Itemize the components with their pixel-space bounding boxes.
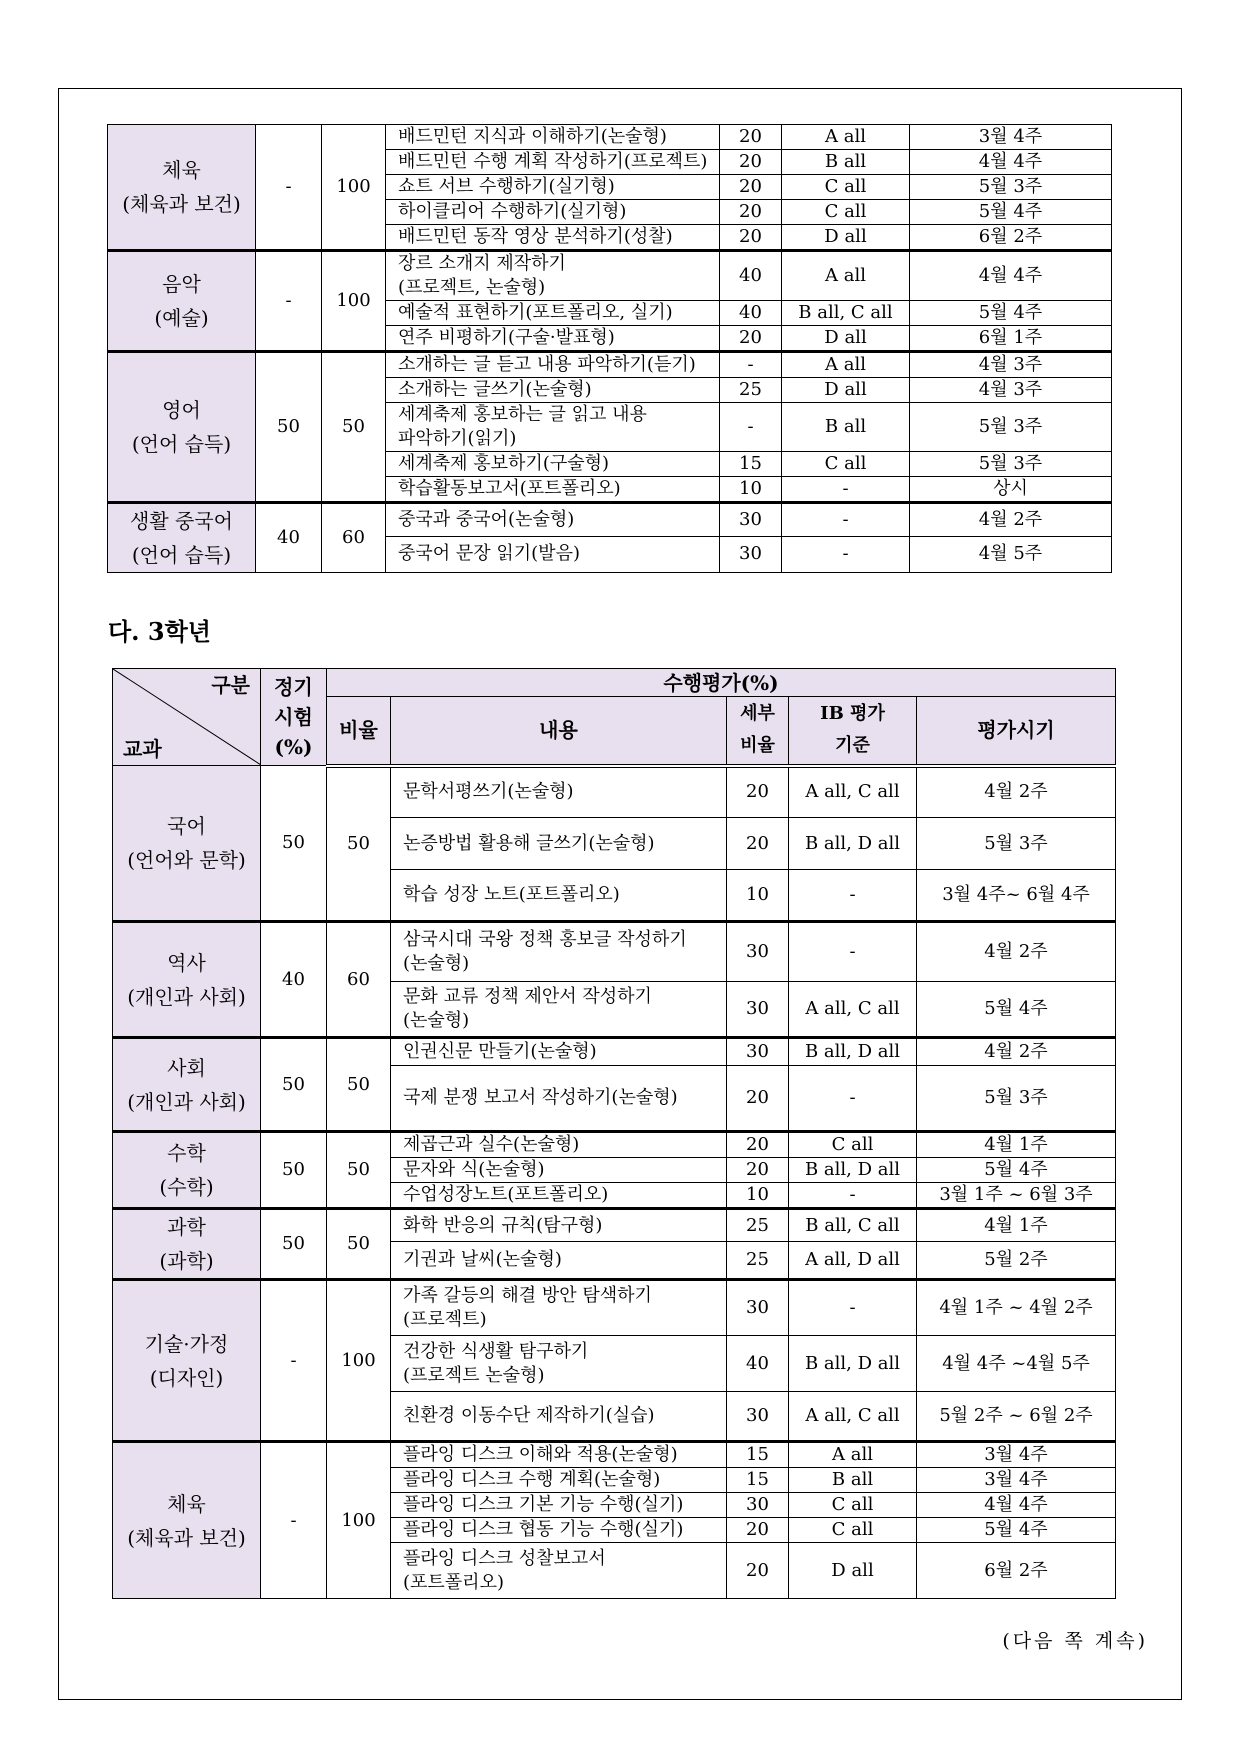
detail-ratio-cell: 20 [720, 200, 782, 225]
performance-ratio-cell: 100 [322, 125, 386, 251]
table-row [113, 1132, 1116, 1158]
ib-criteria-cell: - [789, 922, 917, 982]
content-cell: 플라잉 디스크 협동 기능 수행(실기) [391, 1518, 727, 1543]
header-category-label: 구분 [211, 673, 250, 697]
exam-ratio-cell: 50 [256, 352, 322, 503]
ib-criteria-cell: B all [782, 150, 910, 175]
assessment-table-grade3 [112, 668, 1116, 1599]
timing-cell: 3월 4주~ 6월 4주 [917, 870, 1116, 922]
content-cell: 쇼트 서브 수행하기(실기형) [386, 175, 720, 200]
exam-ratio-cell: 50 [261, 1038, 327, 1132]
content-cell: 건강한 식생활 탐구하기 (프로젝트 논술형) [391, 1336, 727, 1392]
performance-ratio-cell: 100 [327, 1280, 391, 1442]
timing-cell: 4월 3주 [910, 352, 1112, 378]
content-cell: 수업성장노트(포트폴리오) [391, 1183, 727, 1209]
ib-criteria-cell: A all, D all [789, 1242, 917, 1280]
timing-cell: 6월 1주 [910, 326, 1112, 352]
detail-ratio-cell: 25 [727, 1209, 789, 1242]
timing-cell: 3월 4주 [917, 1468, 1116, 1493]
content-cell: 세계축제 홍보하기(구술형) [386, 452, 720, 477]
content-cell: 문학서평쓰기(논술형) [391, 766, 727, 818]
ib-criteria-cell: A all [782, 251, 910, 301]
content-cell: 소개하는 글쓰기(논술형) [386, 378, 720, 403]
timing-cell: 5월 4주 [917, 1518, 1116, 1543]
subject-cell: 과학 (과학) [113, 1209, 261, 1280]
table-row [113, 1280, 1116, 1336]
ib-criteria-cell: - [789, 1066, 917, 1132]
timing-cell: 3월 1주 ~ 6월 3주 [917, 1183, 1116, 1209]
subject-cell: 음악 (예술) [108, 251, 256, 352]
ib-criteria-cell: C all [789, 1518, 917, 1543]
detail-ratio-cell: 20 [727, 1066, 789, 1132]
content-cell: 삼국시대 국왕 정책 홍보글 작성하기 (논술형) [391, 922, 727, 982]
header-corner-cell [113, 669, 261, 766]
timing-cell: 4월 2주 [910, 503, 1112, 537]
header-subject-label: 교과 [123, 737, 162, 761]
timing-cell: 5월 3주 [917, 1066, 1116, 1132]
continued-note: (다음 쪽 계속) [1002, 1630, 1148, 1652]
content-cell: 인권신문 만들기(논술형) [391, 1038, 727, 1066]
detail-ratio-cell: 20 [727, 1518, 789, 1543]
timing-cell: 4월 5주 [910, 536, 1112, 572]
exam-ratio-cell: - [256, 125, 322, 251]
detail-ratio-cell: 30 [720, 536, 782, 572]
detail-ratio-cell: - [720, 352, 782, 378]
performance-ratio-cell: 60 [322, 503, 386, 573]
detail-ratio-cell: 20 [727, 1158, 789, 1183]
detail-ratio-cell: 40 [720, 251, 782, 301]
table-row [108, 125, 1112, 150]
exam-ratio-cell: 40 [256, 503, 322, 573]
timing-cell: 6월 2주 [917, 1543, 1116, 1599]
content-cell: 기권과 날씨(논술형) [391, 1242, 727, 1280]
timing-cell: 4월 4주 [910, 251, 1112, 301]
detail-ratio-cell: 20 [720, 175, 782, 200]
exam-ratio-cell: 50 [261, 766, 327, 922]
content-cell: 중국어 문장 읽기(발음) [386, 536, 720, 572]
content-cell: 하이클리어 수행하기(실기형) [386, 200, 720, 225]
ib-criteria-cell: B all [789, 1468, 917, 1493]
timing-cell: 5월 2주 ~ 6월 2주 [917, 1392, 1116, 1442]
ib-criteria-cell: A all [789, 1442, 917, 1468]
detail-ratio-cell: 30 [727, 1493, 789, 1518]
content-cell: 친환경 이동수단 제작하기(실습) [391, 1392, 727, 1442]
detail-ratio-cell: 15 [720, 452, 782, 477]
content-cell: 화학 반응의 규칙(탐구형) [391, 1209, 727, 1242]
content-cell: 플라잉 디스크 이해와 적용(논술형) [391, 1442, 727, 1468]
ib-criteria-cell: - [782, 503, 910, 537]
timing-cell: 3월 4주 [917, 1442, 1116, 1468]
timing-cell: 5월 3주 [917, 818, 1116, 870]
header-performance: 수행평가(%) [327, 669, 1116, 697]
performance-ratio-cell: 50 [327, 1038, 391, 1132]
ib-criteria-cell: D all [782, 225, 910, 251]
subject-cell: 생활 중국어 (언어 습득) [108, 503, 256, 573]
ib-criteria-cell: C all [789, 1493, 917, 1518]
ib-criteria-cell: D all [782, 378, 910, 403]
content-cell: 중국과 중국어(논술형) [386, 503, 720, 537]
header-ratio: 비율 [327, 697, 391, 766]
header-exam [261, 669, 327, 766]
detail-ratio-cell: 30 [727, 1280, 789, 1336]
timing-cell: 4월 1주 ~ 4월 2주 [917, 1280, 1116, 1336]
ib-criteria-cell: - [789, 870, 917, 922]
exam-ratio-cell: 40 [261, 922, 327, 1038]
ib-criteria-cell: A all, C all [789, 982, 917, 1038]
subject-cell: 국어 (언어와 문학) [113, 766, 261, 922]
timing-cell: 5월 4주 [917, 1158, 1116, 1183]
ib-criteria-cell: - [789, 1280, 917, 1336]
timing-cell: 5월 2주 [917, 1242, 1116, 1280]
performance-ratio-cell: 100 [322, 251, 386, 352]
ib-criteria-cell: B all [782, 403, 910, 452]
content-cell: 문자와 식(논술형) [391, 1158, 727, 1183]
detail-ratio-cell: 25 [727, 1242, 789, 1280]
ib-criteria-cell: B all, D all [789, 1038, 917, 1066]
exam-ratio-cell: - [261, 1280, 327, 1442]
timing-cell: 5월 3주 [910, 452, 1112, 477]
timing-cell: 4월 3주 [910, 378, 1112, 403]
content-cell: 배드민턴 동작 영상 분석하기(성찰) [386, 225, 720, 251]
header-ib-label: IB 평가 기준 [820, 703, 885, 757]
table-row [113, 766, 1116, 818]
ib-criteria-cell: A all [782, 352, 910, 378]
timing-cell: 3월 4주 [910, 125, 1112, 150]
content-cell: 가족 갈등의 해결 방안 탐색하기 (프로젝트) [391, 1280, 727, 1336]
content-cell: 학습 성장 노트(포트폴리오) [391, 870, 727, 922]
header-ib [789, 697, 917, 766]
subject-cell: 사회 (개인과 사회) [113, 1038, 261, 1132]
content-cell: 플라잉 디스크 성찰보고서 (포트폴리오) [391, 1543, 727, 1599]
subject-cell: 체육 (체육과 보건) [108, 125, 256, 251]
exam-ratio-cell: - [261, 1442, 327, 1599]
table-row [113, 1209, 1116, 1242]
performance-ratio-cell: 50 [327, 766, 391, 922]
exam-ratio-cell: - [256, 251, 322, 352]
detail-ratio-cell: 10 [720, 477, 782, 503]
header-timing: 평가시기 [917, 697, 1116, 766]
detail-ratio-cell: 15 [727, 1468, 789, 1493]
performance-ratio-cell: 50 [327, 1132, 391, 1209]
content-cell: 세계축제 홍보하는 글 읽고 내용 파악하기(읽기) [386, 403, 720, 452]
ib-criteria-cell: A all [782, 125, 910, 150]
content-cell: 플라잉 디스크 수행 계획(논술형) [391, 1468, 727, 1493]
content-cell: 소개하는 글 듣고 내용 파악하기(듣기) [386, 352, 720, 378]
ib-criteria-cell: C all [782, 452, 910, 477]
subject-cell: 영어 (언어 습득) [108, 352, 256, 503]
header-detail-label: 세부 비율 [740, 703, 775, 757]
detail-ratio-cell: 20 [720, 125, 782, 150]
detail-ratio-cell: 20 [720, 326, 782, 352]
detail-ratio-cell: 20 [720, 150, 782, 175]
ib-criteria-cell: B all, C all [789, 1209, 917, 1242]
timing-cell: 4월 2주 [917, 766, 1116, 818]
detail-ratio-cell: 20 [727, 1132, 789, 1158]
detail-ratio-cell: 25 [720, 378, 782, 403]
detail-ratio-cell: 30 [727, 1038, 789, 1066]
timing-cell: 4월 1주 [917, 1132, 1116, 1158]
detail-ratio-cell: 20 [727, 766, 789, 818]
header-content: 내용 [391, 697, 727, 766]
ib-criteria-cell: D all [782, 326, 910, 352]
content-cell: 문화 교류 정책 제안서 작성하기 (논술형) [391, 982, 727, 1038]
content-cell: 장르 소개지 제작하기 (프로젝트, 논술형) [386, 251, 720, 301]
section-heading: 다. 3학년 [108, 617, 211, 646]
timing-cell: 5월 4주 [910, 200, 1112, 225]
table-row [113, 1442, 1116, 1468]
detail-ratio-cell: 15 [727, 1442, 789, 1468]
performance-ratio-cell: 60 [327, 922, 391, 1038]
timing-cell: 4월 2주 [917, 922, 1116, 982]
content-cell: 제곱근과 실수(논술형) [391, 1132, 727, 1158]
detail-ratio-cell: 40 [720, 301, 782, 326]
header-detail-ratio [727, 697, 789, 766]
detail-ratio-cell: 20 [727, 818, 789, 870]
detail-ratio-cell: 20 [727, 1543, 789, 1599]
content-cell: 논증방법 활용해 글쓰기(논술형) [391, 818, 727, 870]
timing-cell: 5월 3주 [910, 175, 1112, 200]
subject-cell: 체육 (체육과 보건) [113, 1442, 261, 1599]
detail-ratio-cell: 30 [727, 1392, 789, 1442]
detail-ratio-cell: 10 [727, 870, 789, 922]
subject-cell: 기술·가정 (디자인) [113, 1280, 261, 1442]
content-cell: 국제 분쟁 보고서 작성하기(논술형) [391, 1066, 727, 1132]
table-row [113, 922, 1116, 982]
table-row [108, 352, 1112, 378]
content-cell: 플라잉 디스크 기본 기능 수행(실기) [391, 1493, 727, 1518]
ib-criteria-cell: A all, C all [789, 766, 917, 818]
timing-cell: 5월 4주 [910, 301, 1112, 326]
detail-ratio-cell: 30 [727, 982, 789, 1038]
detail-ratio-cell: 30 [720, 503, 782, 537]
content-cell: 배드민턴 지식과 이해하기(논술형) [386, 125, 720, 150]
timing-cell: 4월 4주 [917, 1493, 1116, 1518]
ib-criteria-cell: C all [789, 1132, 917, 1158]
ib-criteria-cell: B all, D all [789, 818, 917, 870]
ib-criteria-cell: C all [782, 175, 910, 200]
ib-criteria-cell: A all, C all [789, 1392, 917, 1442]
detail-ratio-cell: 20 [720, 225, 782, 251]
detail-ratio-cell: - [720, 403, 782, 452]
assessment-table-continued [107, 124, 1112, 573]
timing-cell: 4월 4주 [910, 150, 1112, 175]
timing-cell: 5월 4주 [917, 982, 1116, 1038]
timing-cell: 4월 4주 ~4월 5주 [917, 1336, 1116, 1392]
ib-criteria-cell: B all, D all [789, 1336, 917, 1392]
header-exam-label: 정기 시험 (%) [274, 675, 313, 759]
timing-cell: 5월 3주 [910, 403, 1112, 452]
timing-cell: 4월 2주 [917, 1038, 1116, 1066]
ib-criteria-cell: - [789, 1183, 917, 1209]
table-row [108, 503, 1112, 537]
ib-criteria-cell: - [782, 477, 910, 503]
performance-ratio-cell: 50 [327, 1209, 391, 1280]
ib-criteria-cell: B all, C all [782, 301, 910, 326]
exam-ratio-cell: 50 [261, 1132, 327, 1209]
detail-ratio-cell: 10 [727, 1183, 789, 1209]
timing-cell: 4월 1주 [917, 1209, 1116, 1242]
subject-cell: 수학 (수학) [113, 1132, 261, 1209]
timing-cell: 6월 2주 [910, 225, 1112, 251]
ib-criteria-cell: B all, D all [789, 1158, 917, 1183]
timing-cell: 상시 [910, 477, 1112, 503]
content-cell: 학습활동보고서(포트폴리오) [386, 477, 720, 503]
performance-ratio-cell: 50 [322, 352, 386, 503]
content-cell: 배드민턴 수행 계획 작성하기(프로젝트) [386, 150, 720, 175]
table-row [113, 1038, 1116, 1066]
detail-ratio-cell: 40 [727, 1336, 789, 1392]
ib-criteria-cell: D all [789, 1543, 917, 1599]
ib-criteria-cell: - [782, 536, 910, 572]
detail-ratio-cell: 30 [727, 922, 789, 982]
content-cell: 연주 비평하기(구술·발표형) [386, 326, 720, 352]
table-row [108, 251, 1112, 301]
ib-criteria-cell: C all [782, 200, 910, 225]
content-cell: 예술적 표현하기(포트폴리오, 실기) [386, 301, 720, 326]
performance-ratio-cell: 100 [327, 1442, 391, 1599]
exam-ratio-cell: 50 [261, 1209, 327, 1280]
subject-cell: 역사 (개인과 사회) [113, 922, 261, 1038]
